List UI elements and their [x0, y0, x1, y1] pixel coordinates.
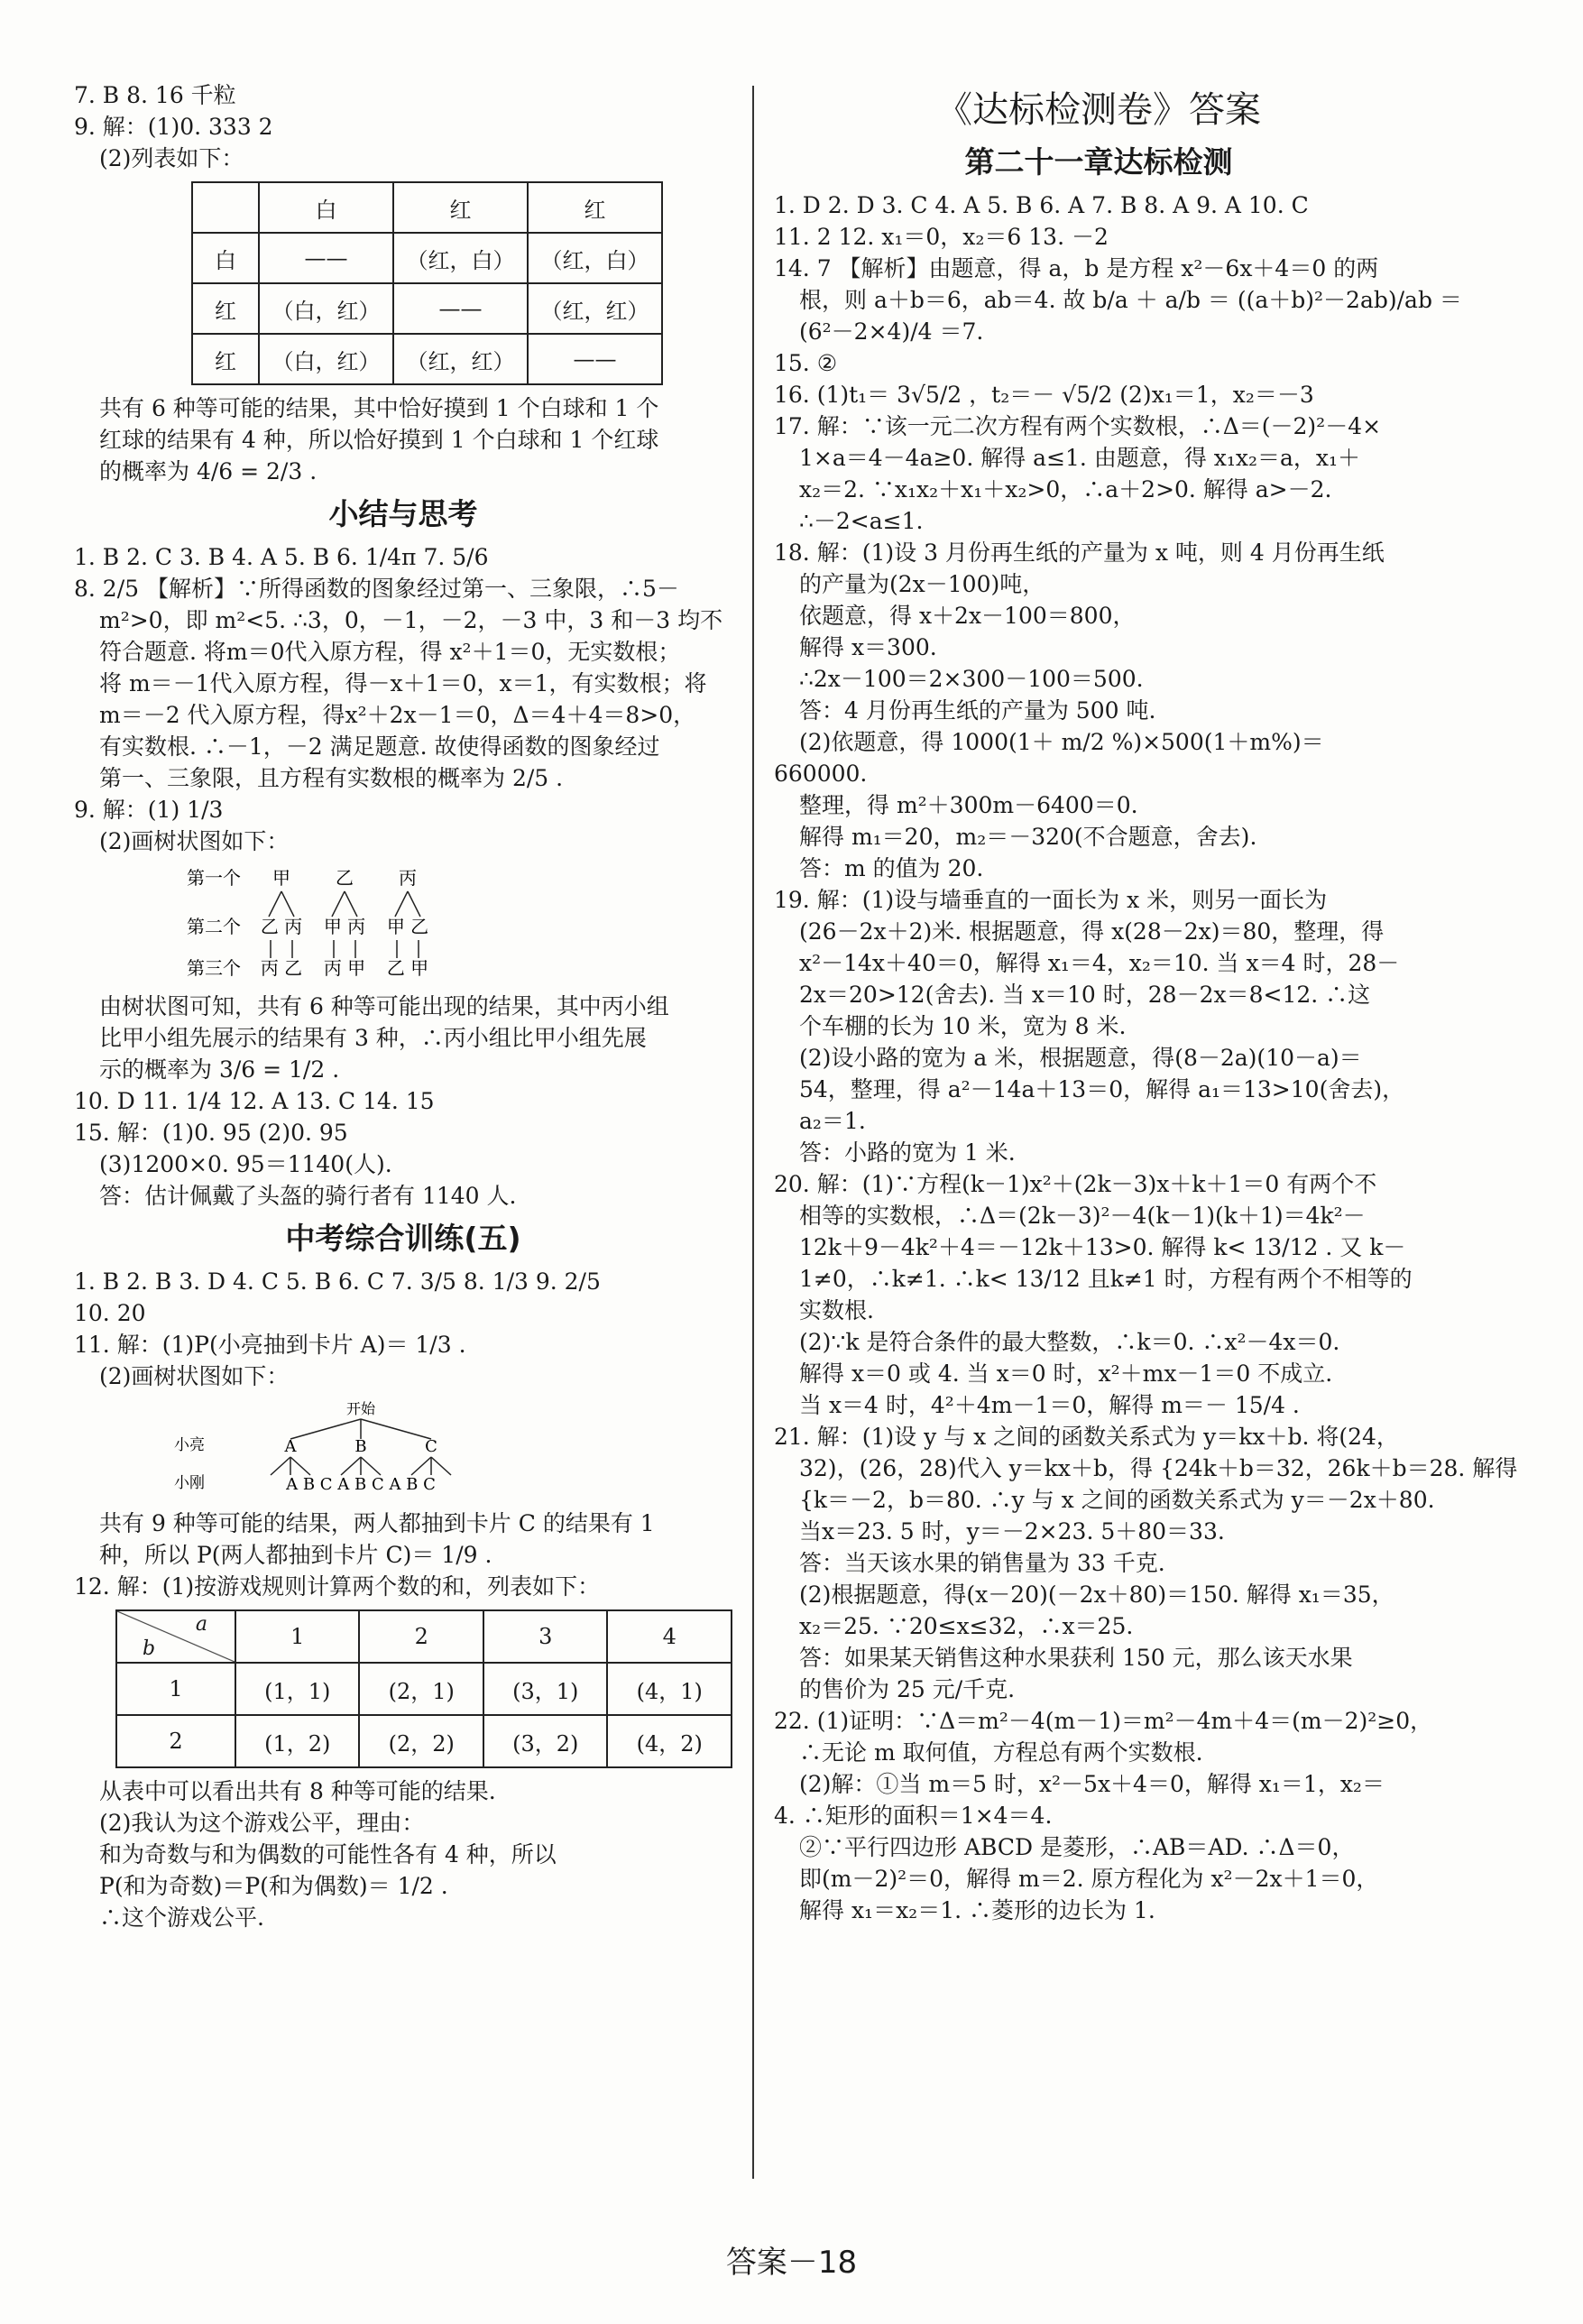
answer-line: 的售价为 25 元/千克.: [799, 1676, 1016, 1702]
tree-node: 甲 乙: [386, 916, 429, 937]
tree-node: B: [354, 1437, 367, 1456]
table-corner-cell: [116, 1610, 235, 1663]
answer-line: ∴无论 m 取何值，方程总有两个实数根.: [799, 1739, 1203, 1766]
answer-line: 1. B 2. B 3. D 4. C 5. B 6. C 7. 3/5 8. 1/3 9. 2/5: [74, 1268, 601, 1295]
tree-level-label: 第三个: [187, 957, 241, 979]
answers-block-g: [74, 1775, 732, 1933]
answer-line: 由树状图可知，共有 6 种等可能出现的结果，其中丙小组: [99, 993, 669, 1019]
section-title-summary: 小结与思考: [328, 496, 478, 531]
table-row: [192, 182, 662, 233]
answer-line: 答：如果某天销售这种水果获利 150 元，那么该天水果: [799, 1645, 1353, 1671]
table-cell: 红: [393, 182, 528, 233]
answer-line: 和为奇数与和为偶数的可能性各有 4 种，所以: [99, 1841, 557, 1868]
answer-line: 根，则 a＋b＝6，ab＝4. 故 b/a ＋ a/b ＝ ((a＋b)²－2ab)/ab ＝: [799, 287, 1462, 313]
answer-line: (3)1200×0. 95＝1140(人).: [99, 1151, 392, 1177]
tree-node: 丙 乙: [260, 957, 303, 979]
table-header-cell: 4: [607, 1610, 732, 1663]
answer-line: 1. B 2. C 3. B 4. A 5. B 6. 1/4π 7. 5/6: [74, 544, 489, 570]
answer-line: 9. 解：(1)0. 333 2: [74, 114, 273, 140]
answer-line: 11. 解：(1)P(小亮抽到卡片 A)＝ 1/3 .: [74, 1332, 466, 1358]
tree-branch: [361, 1457, 381, 1475]
tree-root: 开始: [345, 1400, 376, 1417]
table-cell: （红，白）: [528, 233, 662, 283]
table-cell: (2，1): [359, 1663, 483, 1715]
answer-line: (2)画树状图如下：: [99, 828, 290, 854]
answer-line: 4. ∴矩形的面积＝1×4＝4.: [774, 1803, 1053, 1829]
tree-node: 乙 丙: [260, 916, 303, 937]
probability-table-1: [191, 181, 663, 385]
tree-branch: [332, 891, 345, 917]
answer-line: 答：当天该水果的销售量为 33 千克.: [799, 1550, 1165, 1576]
left-column: [74, 79, 732, 1933]
answer-line: 当x＝23. 5 时，y＝－2×23. 5＋80＝33.: [799, 1518, 1225, 1545]
table-row: [192, 283, 662, 334]
answer-line: 7. B 8. 16 千粒: [74, 82, 236, 108]
answer-line: 答：小路的宽为 1 米.: [799, 1139, 1016, 1166]
answer-line: ∴－2<a≤1.: [799, 508, 924, 534]
answer-line: 20. 解：(1)∵方程(k－1)x²＋(2k－3)x＋k＋1＝0 有两个不: [774, 1171, 1377, 1197]
answer-line: 共有 9 种等可能的结果，两人都抽到卡片 C 的结果有 1: [99, 1510, 655, 1536]
table-cell: 白: [192, 233, 259, 283]
table-row: [192, 334, 662, 384]
table-cell: 2: [116, 1715, 235, 1767]
answer-line: ②∵平行四边形 ABCD 是菱形，∴AB＝AD. ∴Δ＝0，: [799, 1834, 1355, 1860]
table-cell: 1: [116, 1663, 235, 1715]
tree-level-label: 第一个: [187, 867, 241, 889]
table-cell: (1，2): [235, 1715, 359, 1767]
table-cell: (4，1): [607, 1663, 732, 1715]
answer-line: ∴这个游戏公平.: [99, 1904, 264, 1931]
answer-line: (2)根据题意，得(x－20)(－2x＋80)＝150. 解得 x₁＝35，: [799, 1582, 1394, 1608]
answer-line: 共有 6 种等可能的结果，其中恰好摸到 1 个白球和 1 个: [99, 395, 659, 421]
tree-branch: [269, 891, 281, 917]
tree-node: C: [425, 1437, 437, 1456]
answers-block-a: [74, 79, 732, 174]
table-cell: （红，白）: [393, 233, 528, 283]
answer-line: 示的概率为 3/6 = 1/2 .: [99, 1056, 340, 1083]
table-cell: (3，2): [483, 1715, 607, 1767]
answers-block-d: [74, 991, 732, 1212]
answer-line: 32)，(26，28)代入 y＝kx＋b，得 {24k＋b＝32，26k＋b＝28. 解得: [799, 1455, 1518, 1481]
answer-line: 21. 解：(1)设 y 与 x 之间的函数关系式为 y＝kx＋b. 将(24，: [774, 1424, 1399, 1450]
tree-branch: [271, 1457, 290, 1475]
answer-line: (6²－2×4)/4 ＝7.: [799, 318, 984, 345]
table-cell: (2，2): [359, 1715, 483, 1767]
answer-line: 8. 2/5 【解析】∵所得函数的图象经过第一、三象限，∴5－: [74, 576, 679, 602]
answer-line: 16. (1)t₁＝ 3√5/2 ，t₂＝－ √5/2 (2)x₁＝1，x₂＝－3: [774, 382, 1314, 408]
answer-line: (2)我认为这个游戏公平，理由：: [99, 1810, 425, 1836]
tree-level-label: 第二个: [187, 916, 241, 937]
answer-line: 17. 解：∵该一元二次方程有两个实数根，∴Δ＝(－2)²－4×: [774, 413, 1382, 439]
tree-node: 甲: [272, 867, 290, 889]
tree-branch: [361, 1419, 431, 1439]
table-header-cell: 3: [483, 1610, 607, 1663]
table-row: [116, 1715, 732, 1767]
answer-line: a₂＝1.: [799, 1108, 866, 1134]
table-cell: （白，红）: [259, 283, 393, 334]
table-cell: 红: [192, 334, 259, 384]
answer-line: 比甲小组先展示的结果有 3 种，∴丙小组比甲小组先展: [99, 1025, 647, 1051]
answer-line: 整理，得 m²＋300m－6400＝0.: [799, 792, 1138, 818]
answer-line: (2)列表如下：: [99, 145, 244, 171]
answer-line: x²－14x＋40＝0，解得 x₁＝4，x₂＝10. 当 x＝4 时，28－: [799, 950, 1400, 976]
answer-line: 答：估计佩戴了头盔的骑行者有 1140 人.: [99, 1183, 517, 1209]
answer-line: 12k＋9－4k²＋4＝－12k＋13>0. 解得 k< 13/12 . 又 k－: [799, 1234, 1406, 1260]
tree-branch: [290, 1419, 361, 1439]
tree-branch: [341, 1457, 361, 1475]
answer-line: (2)解：①当 m＝5 时，x²－5x＋4＝0，解得 x₁＝1，x₂＝: [799, 1771, 1385, 1797]
answer-line: 14. 7 【解析】由题意，得 a，b 是方程 x²－6x＋4＝0 的两: [774, 255, 1379, 281]
column-divider: [752, 86, 754, 2179]
answer-line: P(和为奇数)＝P(和为偶数)＝ 1/2 .: [99, 1873, 448, 1899]
answer-line: 54，整理，得 a²－14a＋13＝0，解得 a₁＝13>10(舍去)，: [799, 1076, 1405, 1102]
answer-line: 19. 解：(1)设与墙垂直的一面长为 x 米，则另一面长为: [774, 887, 1328, 913]
answer-key-title: 《达标检测卷》答案: [936, 89, 1261, 131]
answer-line: 18. 解：(1)设 3 月份再生纸的产量为 x 吨，则 4 月份再生纸: [774, 540, 1385, 566]
tree-branch: [395, 891, 408, 917]
answer-line: (2)∵k 是符合条件的最大整数，∴k＝0. ∴x²－4x＝0.: [799, 1329, 1340, 1355]
answer-line: 解得 x₁＝x₂＝1. ∴菱形的边长为 1.: [799, 1897, 1155, 1923]
answer-line: 有实数根. ∴－1，－2 满足题意. 故使得函数的图象经过: [99, 733, 660, 760]
table-cell: （红，红）: [528, 283, 662, 334]
answers-block-f: [74, 1508, 732, 1602]
right-column: [774, 79, 1518, 1926]
corner-label-b: b: [143, 1637, 156, 1660]
chapter-21-answers: [774, 189, 1518, 1926]
answer-line: (2)画树状图如下：: [99, 1363, 290, 1389]
tree-node: 甲 丙: [323, 916, 366, 937]
table-row: [192, 233, 662, 283]
answer-line: (26－2x＋2)米. 根据题意，得 x(28－2x)＝80，整理，得: [799, 918, 1385, 945]
answer-line: 将 m＝－1代入原方程，得－x＋1＝0，x＝1，有实数根；将: [99, 670, 707, 696]
answer-line: 22. (1)证明：∵Δ＝m²－4(m－1)＝m²－4m＋4＝(m－2)²≥0，: [774, 1708, 1433, 1734]
answers-block-b: [74, 392, 732, 487]
answer-line: 个车棚的长为 10 米，宽为 8 米.: [799, 1013, 1127, 1039]
answer-line: m²>0，即 m²<5. ∴3，0，－1，－2，－3 中，3 和－3 均不: [99, 607, 723, 633]
page-number: 答案－18: [725, 2245, 858, 2281]
answer-line: 11. 2 12. x₁＝0，x₂＝6 13. －2: [774, 224, 1109, 250]
table-cell: (1，1): [235, 1663, 359, 1715]
tree-node: 丙: [399, 867, 417, 889]
table-cell: (4，2): [607, 1715, 732, 1767]
table-cell: （红，红）: [393, 334, 528, 384]
answer-line: 即(m－2)²＝0，解得 m＝2. 原方程化为 x²－2x＋1＝0，: [799, 1866, 1379, 1892]
answer-line: 种，所以 P(两人都抽到卡片 C)＝ 1/9 .: [99, 1542, 492, 1568]
table-cell: 白: [259, 182, 393, 233]
answer-line: 解得 m₁＝20，m₂＝－320(不合题意，舍去).: [799, 824, 1257, 850]
answer-line: 从表中可以看出共有 8 种等可能的结果.: [99, 1778, 496, 1804]
answer-line: 解得 x＝300.: [799, 634, 937, 660]
answer-line: 15. 解：(1)0. 95 (2)0. 95: [74, 1120, 348, 1146]
answer-line: 依题意，得 x＋2x－100＝800，: [799, 603, 1136, 629]
tree-node: 丙 甲: [323, 957, 366, 979]
table-cell: （白，红）: [259, 334, 393, 384]
tree-branch: [411, 1457, 431, 1475]
tree-branch: [408, 891, 420, 917]
table-cell: (3，1): [483, 1663, 607, 1715]
game-sum-table: [115, 1609, 732, 1768]
answer-line: 2x＝20>12(舍去). 当 x＝10 时，28－2x＝8<12. ∴这: [799, 982, 1371, 1008]
answer-line: 第一、三象限，且方程有实数根的概率为 2/5 .: [99, 765, 564, 791]
tree-level-label: 小刚: [174, 1474, 205, 1492]
answer-line: 答：4 月份再生纸的产量为 500 吨.: [799, 697, 1156, 724]
table-cell: ——: [528, 334, 662, 384]
answer-line: 660000.: [774, 761, 868, 787]
table-header-row: [116, 1610, 732, 1663]
section-title-exam-training: 中考综合训练(五): [285, 1221, 521, 1256]
table-cell: [192, 182, 259, 233]
answer-line: 解得 x＝0 或 4. 当 x＝0 时，x²＋mx－1＝0 不成立.: [799, 1360, 1333, 1387]
answers-block-c: [74, 541, 732, 857]
answer-line: 1×a＝4－4a≥0. 解得 a≤1. 由题意，得 x₁x₂＝a，x₁＋: [799, 445, 1361, 471]
table-row: [116, 1663, 732, 1715]
tree-branch: [431, 1457, 451, 1475]
answer-line: 1≠0，∴k≠1. ∴k< 13/12 且k≠1 时，方程有两个不相等的: [799, 1266, 1413, 1292]
chapter-21-title: 第二十一章达标检测: [964, 144, 1233, 180]
answer-line: 1. D 2. D 3. C 4. A 5. B 6. A 7. B 8. A 9. A 10. C: [774, 192, 1309, 218]
answer-line: 15. ②: [774, 350, 838, 376]
tree-level-label: 小亮: [174, 1436, 205, 1454]
answers-block-e: [74, 1266, 732, 1392]
tree-leaves: A B C A B C A B C: [286, 1475, 436, 1494]
answer-line: 的产量为(2x－100)吨，: [799, 571, 1045, 597]
answer-line: 10. D 11. 1/4 12. A 13. C 14. 15: [74, 1088, 435, 1114]
answer-line: 10. 20: [74, 1300, 146, 1326]
table-cell: 红: [192, 283, 259, 334]
answer-line: (2)依题意，得 1000(1＋ m/2 %)×500(1＋m%)＝: [799, 729, 1324, 755]
answer-line: 实数根.: [799, 1297, 874, 1323]
tree-branch: [345, 891, 357, 917]
table-header-cell: 1: [235, 1610, 359, 1663]
tree-node: A: [284, 1437, 297, 1456]
answer-line: 12. 解：(1)按游戏规则计算两个数的和，列表如下：: [74, 1573, 601, 1600]
answer-line: 符合题意. 将m＝0代入原方程，得 x²＋1＝0，无实数根；: [99, 639, 681, 665]
table-cell: ——: [393, 283, 528, 334]
tree-branch: [290, 1457, 310, 1475]
answer-line: 相等的实数根，∴Δ＝(2k－3)²－4(k－1)(k＋1)＝4k²－: [799, 1203, 1366, 1229]
table-header-cell: 2: [359, 1610, 483, 1663]
tree-node: 乙 甲: [386, 957, 429, 979]
answer-line: 红球的结果有 4 种，所以恰好摸到 1 个白球和 1 个红球: [99, 427, 659, 453]
table-cell: 红: [528, 182, 662, 233]
answer-line: 当 x＝4 时，4²＋4m－1＝0，解得 m＝－ 15/4 .: [799, 1392, 1300, 1418]
tree-branch: [281, 891, 294, 917]
tree-diagram-1: [74, 862, 543, 980]
answer-line: x₂＝2. ∵x₁x₂＋x₁＋x₂>0，∴a＋2>0. 解得 a>－2.: [799, 476, 1332, 503]
answer-line: m＝－2 代入原方程，得x²＋2x－1＝0，Δ＝4＋4＝8>0，: [99, 702, 696, 728]
tree-node: 乙: [336, 867, 354, 889]
answer-line: ∴2x－100＝2×300－100＝500.: [799, 666, 1144, 692]
table-cell: ——: [259, 233, 393, 283]
answer-line: {k＝－2，b＝80. ∴y 与 x 之间的函数关系式为 y＝－2x＋80.: [799, 1487, 1435, 1513]
answer-line: (2)设小路的宽为 a 米，根据题意，得(8－2a)(10－a)＝: [799, 1045, 1362, 1071]
answer-line: 9. 解：(1) 1/3: [74, 797, 224, 823]
tree-diagram-2: [74, 1397, 489, 1497]
corner-label-a: a: [195, 1613, 207, 1636]
answer-line: 的概率为 4/6 = 2/3 .: [99, 458, 318, 484]
answer-line: x₂＝25. ∵20≤x≤32，∴x＝25.: [799, 1613, 1134, 1639]
answer-line: 答：m 的值为 20.: [799, 855, 984, 881]
